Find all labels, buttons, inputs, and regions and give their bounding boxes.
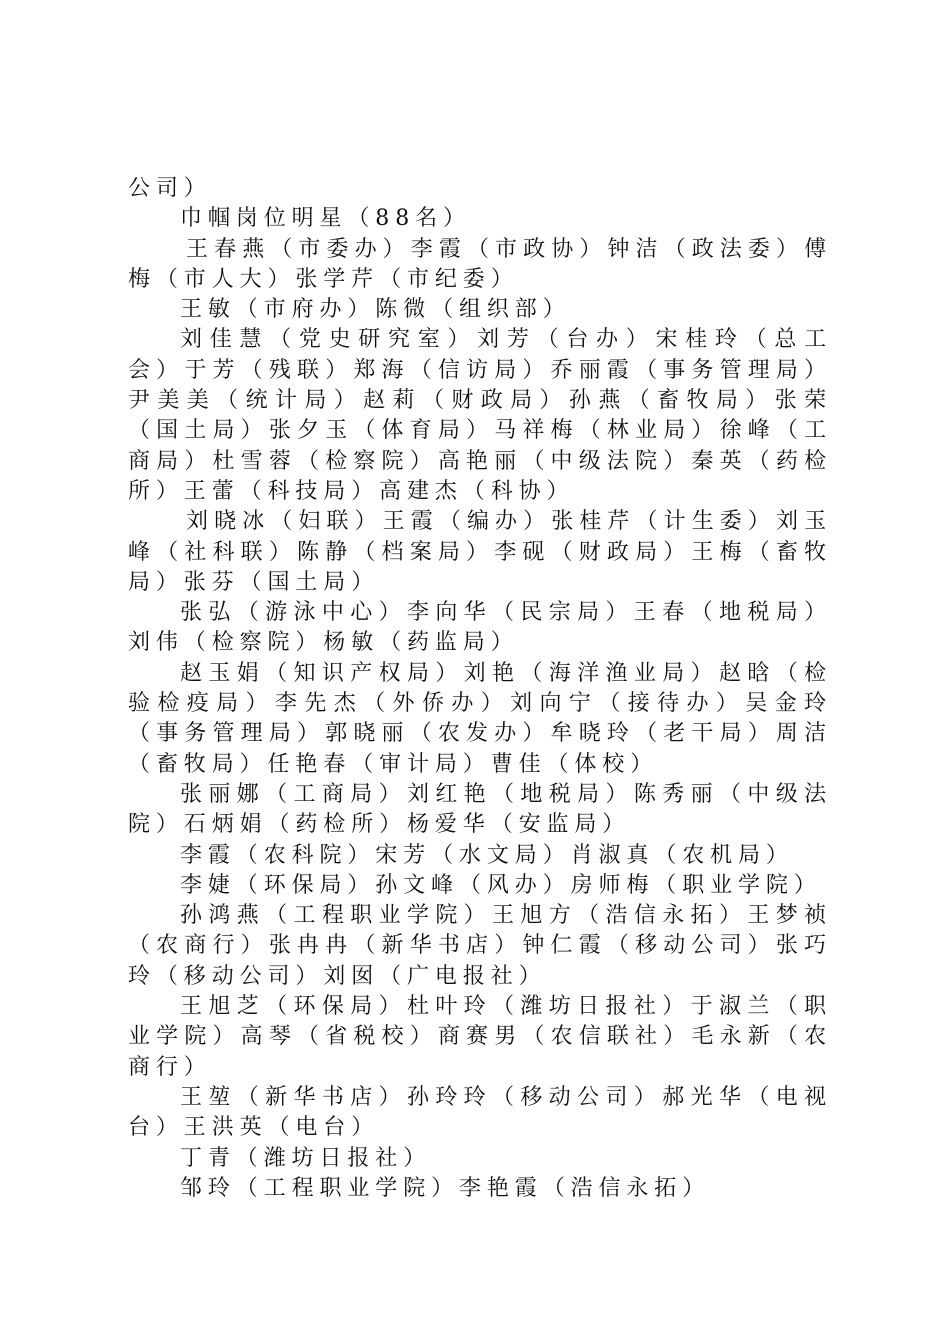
section-heading: 巾帼岗位明星（88名）	[180, 206, 471, 232]
paragraph: 李霞（农科院）宋芳（水文局）肖淑真（农机局）	[180, 842, 794, 868]
paragraph: 王春燕（市委办）李霞（市政协）钟洁（政法委）傅梅（市人大）张学芹（市纪委）	[128, 236, 832, 292]
document-body	[128, 174, 832, 1204]
paragraph: 李婕（环保局）孙文峰（风办）房师梅（职业学院）	[180, 872, 822, 898]
paragraph: 王旭芝（环保局）杜叶玲（潍坊日报社）于淑兰（职业学院）高琴（省税校）商赛男（农信联社）毛永新（农商行）	[128, 994, 832, 1080]
paragraph: 刘晓冰（妇联）王霞（编办）张桂芹（计生委）刘玉峰（社科联）陈静（档案局）李砚（财政局）王梅（畜牧局）张芬（国土局）	[128, 509, 832, 595]
paragraph: 丁青（潍坊日报社）	[180, 1145, 432, 1171]
paragraph: 张弘（游泳中心）李向华（民宗局）王春（地税局）刘伟（检察院）杨敏（药监局）	[128, 600, 832, 656]
paragraph: 刘佳慧（党史研究室）刘芳（台办）宋桂玲（总工会）于芳（残联）郑海（信访局）乔丽霞（事务管理局）尹美美（统计局）赵莉（财政局）孙燕（畜牧局）张荣（国土局）张夕玉（体育局）马祥梅（林业局）徐峰（工商局）杜雪蓉（检察院）高艳丽（中级法院）秦英（药检所）王蕾（科技局）高建杰（科协）	[128, 327, 832, 504]
paragraph: 孙鸿燕（工程职业学院）王旭方（浩信永拓）王梦祯（农商行）张冉冉（新华书店）钟仁霞（移动公司）张巧玲（移动公司）刘囡（广电报社）	[128, 903, 832, 989]
paragraph: 邹玲（工程职业学院）李艳霞（浩信永拓）	[180, 1175, 711, 1201]
paragraph: 赵玉娟（知识产权局）刘艳（海洋渔业局）赵晗（检验检疫局）李先杰（外侨办）刘向宁（接待办）吴金玲（事务管理局）郭晓丽（农发办）牟晓玲（老干局）周洁（畜牧局）任艳春（审计局）曹佳（体校）	[128, 660, 832, 777]
paragraph-continuation: 公司）	[128, 176, 212, 201]
paragraph: 张丽娜（工商局）刘红艳（地税局）陈秀丽（中级法院）石炳娟（药检所）杨爱华（安监局）	[128, 781, 832, 838]
paragraph: 王堃（新华书店）孙玲玲（移动公司）郝光华（电视台）王洪英（电台）	[128, 1084, 832, 1141]
paragraph: 王敏（市府办）陈微（组织部）	[180, 297, 571, 323]
